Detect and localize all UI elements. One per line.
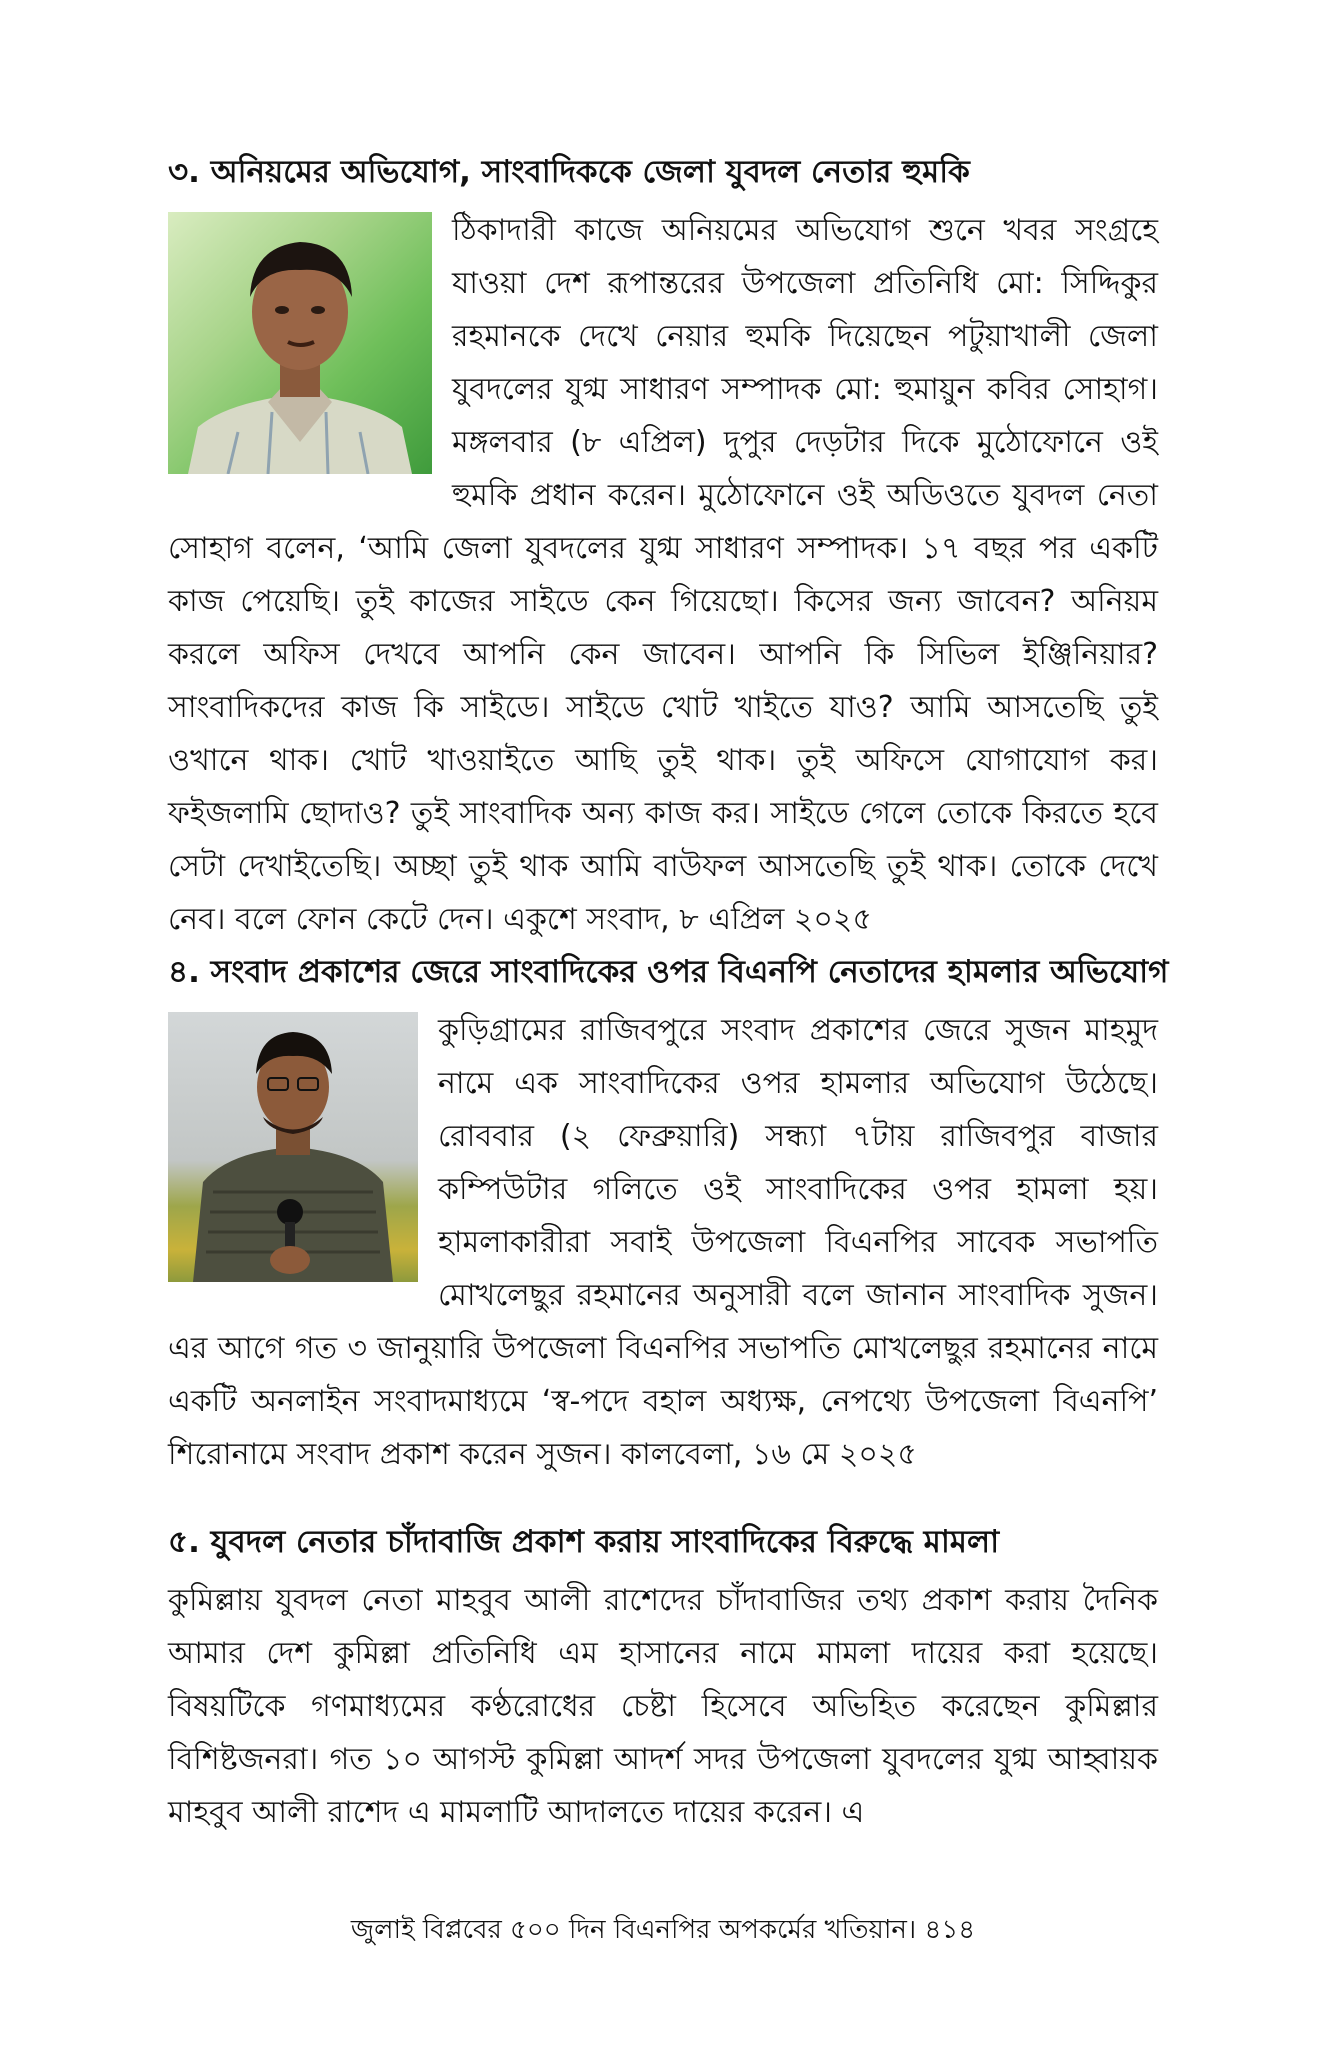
news-item-3-title: ৩. অনিয়মের অভিযোগ, সাংবাদিককে জেলা যুবদল নেতার হুমকি — [168, 154, 970, 190]
news-item-4-title: ৪. সংবাদ প্রকাশের জেরে সাংবাদিকের ওপর বিএনপি নেতাদের হামলার অভিযোগ — [168, 954, 1169, 990]
news-item-3-body: ঠিকাদারী কাজে অনিয়মের অভিযোগ শুনে খবর সংগ্রহে যাওয়া দেশ রূপান্তরের উপজেলা প্রতিনিধি মো: সিদ্দিকুর রহমানকে দেখে নেয়ার হুমকি দিয়েছেন পটুয়াখালী জেলা যুবদলের যুগ্ম সাধারণ সম্পাদক মো: হুমায়ুন কবির সোহাগ। মঙ্গলবার (৮ এপ্রিল) দুপুর দেড়টার দিকে মুঠোফোনে ওই হুমকি প্রধান করেন। মুঠোফোনে ওই অডিওতে যুবদল নেতা সোহাগ বলেন, ‘আমি জেলা যুবদলের যুগ্ম সাধারণ সম্পাদক। ১৭ বছর পর একটি কাজ পেয়েছি। তুই কাজের সাইডে কেন গিয়েছো। কিসের জন্য জাবেন? অনিয়ম করলে অফিস দেখবে আপনি কেন জাবেন। আপনি কি সিভিল ইঞ্জিনিয়ার? সাংবাদিকদের কাজ কি সাইডে। সাইডে খোট খাইতে যাও? আমি আসতেছি তুই ওখানে থাক। খোট খাওয়াইতে আছি তুই থাক। তুই অফিসে যোগাযোগ কর। ফইজলামি ছোদাও? তুই সাংবাদিক অন্য কাজ কর। সাইডে গেলে তোকে কিরতে হবে সেটা দেখাইতেছি। অচ্ছা তুই থাক আমি বাউফল আসতেছি তুই থাক। তোকে দেখে নেব। বলে ফোন কেটে দেন। একুশে সংবাদ, ৮ এপ্রিল ২০২৫ — [168, 213, 1158, 937]
news-item-3 — [168, 150, 1158, 950]
news-item-5-title: ৫. যুবদল নেতার চাঁদাবাজি প্রকাশ করায় সাংবাদিকের বিরুদ্ধে মামলা — [168, 1524, 1000, 1560]
page-footer: জুলাই বিপ্লবের ৫০০ দিন বিএনপির অপকর্মের খতিয়ান। ৪১৪ — [350, 1915, 976, 1945]
news-item-4 — [168, 950, 1169, 1520]
news-item-5 — [168, 1520, 1158, 1839]
portrait-man-checked-shirt — [168, 212, 432, 474]
page-content — [168, 150, 1169, 1839]
portrait-reporter-with-microphone — [168, 1012, 418, 1282]
news-item-3-photo — [168, 212, 432, 474]
news-item-4-body: কুড়িগ্রামের রাজিবপুরে সংবাদ প্রকাশের জেরে সুজন মাহমুদ নামে এক সাংবাদিকের ওপর হামলার অভিযোগ উঠেছে। রোববার (২ ফেব্রুয়ারি) সন্ধ্যা ৭টায় রাজিবপুর বাজার কম্পিউটার গলিতে ওই সাংবাদিকের ওপর হামলা হয়। হামলাকারীরা সবাই উপজেলা বিএনপির সাবেক সভাপতি মোখলেছুর রহমানের অনুসারী বলে জানান সাংবাদিক সুজন। এর আগে গত ৩ জানুয়ারি উপজেলা বিএনপির সভাপতি মোখলেছুর রহমানের নামে একটি অনলাইন সংবাদমাধ্যমে ‘স্ব-পদে বহাল অধ্যক্ষ, নেপথ্যে উপজেলা বিএনপি’ শিরোনামে সংবাদ প্রকাশ করেন সুজন। কালবেলা, ১৬ মে ২০২৫ — [168, 1013, 1158, 1472]
news-item-5-body: কুমিল্লায় যুবদল নেতা মাহবুব আলী রাশেদের চাঁদাবাজির তথ্য প্রকাশ করায় দৈনিক আমার দেশ কুমিল্লা প্রতিনিধি এম হাসানের নামে মামলা দায়ের করা হয়েছে। বিষয়টিকে গণমাধ্যমের কণ্ঠরোধের চেষ্টা হিসেবে অভিহিত করেছেন কুমিল্লার বিশিষ্টজনরা। গত ১০ আগস্ট কুমিল্লা আদর্শ সদর উপজেলা যুবদলের যুগ্ম আহ্বায়ক মাহবুব আলী রাশেদ এ মামলাটি আদালতে দায়ের করেন। এ — [168, 1583, 1158, 1830]
news-item-4-photo — [168, 1012, 418, 1282]
